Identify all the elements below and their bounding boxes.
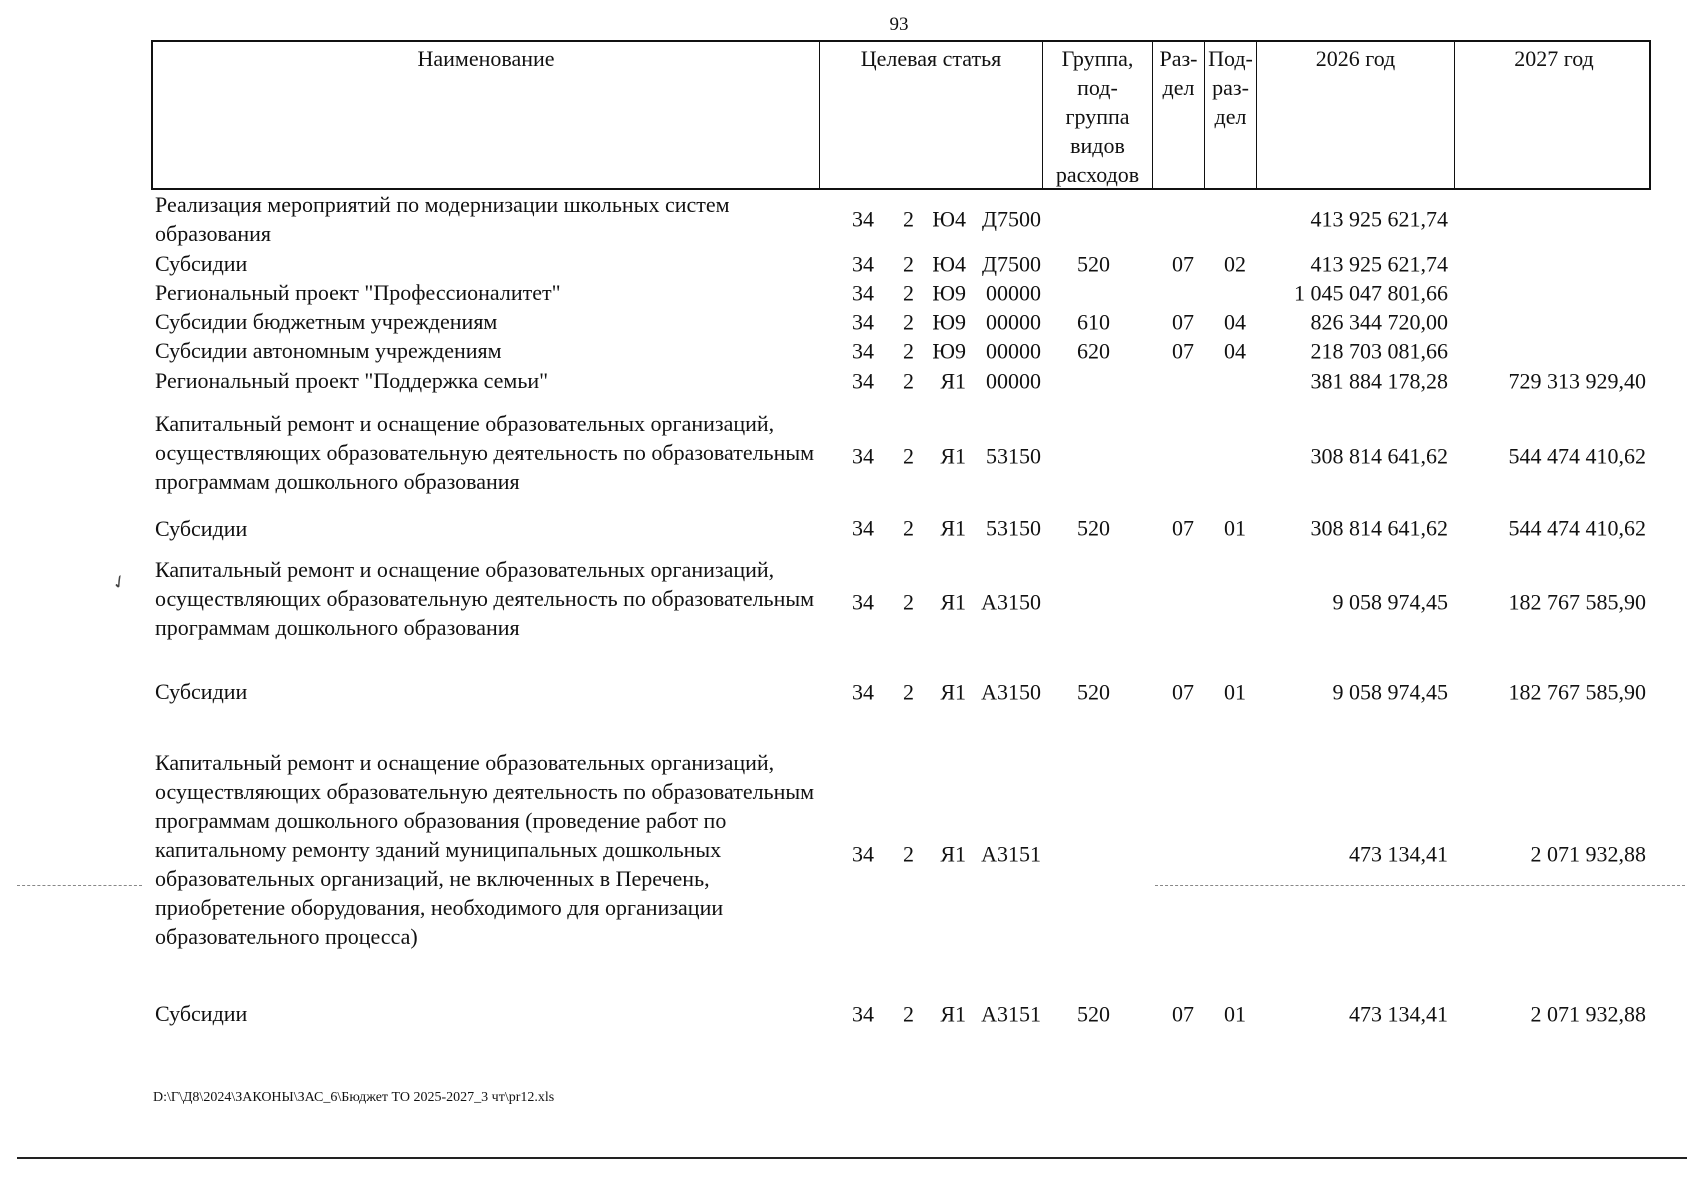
cell-section: 07 — [1172, 515, 1194, 541]
cell-y2026: 1 045 047 801,66 — [1294, 280, 1448, 305]
cell-y2026: 473 134,41 — [1349, 841, 1448, 867]
cell-a: 34 — [852, 309, 874, 334]
header-group: Группа, под- группа видов расходов — [1043, 42, 1153, 188]
cell-y2026: 473 134,41 — [1349, 1001, 1448, 1026]
cell-y2027: 2 071 932,88 — [1530, 1001, 1646, 1026]
cell-group: 520 — [1077, 1001, 1110, 1026]
cell-y2026: 9 058 974,45 — [1332, 589, 1448, 615]
row-name: Региональный проект "Поддержка семьи" — [155, 368, 549, 393]
table-row — [151, 409, 1651, 503]
cell-d: 53150 — [986, 515, 1041, 541]
row-name: Субсидии автономным учреждениям — [155, 338, 502, 363]
header-target: Целевая статья — [820, 42, 1043, 188]
row-name: Капитальный ремонт и оснащение образовательных организаций, осуществляющих образовательную деятельность по образовательным программам дошкольного образования — [155, 557, 815, 640]
cell-y2026: 9 058 974,45 — [1332, 679, 1448, 704]
scan-dash-right — [1155, 885, 1685, 886]
row-name: Субсидии — [155, 679, 248, 704]
table-row — [151, 249, 1651, 278]
cell-group: 520 — [1077, 251, 1110, 276]
cell-c: Я1 — [940, 1001, 966, 1026]
row-name: Капитальный ремонт и оснащение образовательных организаций, осуществляющих образовательную деятельность по образовательным программам дошкольного образования — [155, 411, 815, 494]
cell-d: Д7500 — [981, 206, 1041, 232]
table-row — [151, 555, 1651, 649]
cell-d: А3150 — [981, 679, 1041, 704]
cell-y2026: 413 925 621,74 — [1310, 251, 1448, 276]
row-name: Региональный проект "Профессионалитет" — [155, 280, 561, 305]
table-row — [151, 677, 1651, 706]
cell-d: 00000 — [986, 368, 1041, 393]
cell-b: 2 — [903, 368, 914, 393]
cell-b: 2 — [903, 338, 914, 363]
cell-subsection: 04 — [1224, 338, 1246, 363]
cell-subsection: 01 — [1224, 679, 1246, 704]
cell-c: Ю9 — [932, 280, 966, 305]
cell-subsection: 02 — [1224, 251, 1246, 276]
cell-a: 34 — [852, 443, 874, 469]
row-name: Субсидии — [155, 516, 248, 541]
cell-c: Я1 — [940, 368, 966, 393]
cell-d: 00000 — [986, 280, 1041, 305]
table-row — [151, 514, 1651, 542]
header-name: Наименование — [153, 42, 820, 188]
cell-subsection: 01 — [1224, 515, 1246, 541]
cell-c: Ю9 — [932, 338, 966, 363]
cell-section: 07 — [1172, 309, 1194, 334]
cell-group: 610 — [1077, 309, 1110, 334]
cell-d: Д7500 — [981, 251, 1041, 276]
cell-b: 2 — [903, 515, 914, 541]
cell-d: 53150 — [986, 443, 1041, 469]
table-row — [151, 190, 1651, 248]
cell-y2027: 2 071 932,88 — [1530, 841, 1646, 867]
cell-c: Ю9 — [932, 309, 966, 334]
cell-y2027: 544 474 410,62 — [1508, 515, 1646, 541]
cell-d: А3151 — [981, 841, 1041, 867]
cell-section: 07 — [1172, 679, 1194, 704]
row-name: Капитальный ремонт и оснащение образовательных организаций, осуществляющих образовательную деятельность по образовательным программам дошкольного образования (проведение работ по капитальному ремонту зданий муниципальных дошкольных образовательных организаций, не включенных в Перечень, приобретение оборудования, необходимого для организации образовательного процесса) — [155, 750, 815, 949]
cell-y2026: 308 814 641,62 — [1310, 443, 1448, 469]
cell-a: 34 — [852, 368, 874, 393]
cell-y2027: 182 767 585,90 — [1508, 589, 1646, 615]
cell-b: 2 — [903, 589, 914, 615]
cell-d: 00000 — [986, 309, 1041, 334]
scan-dash-left — [17, 885, 142, 886]
pen-tick-mark: ✓ — [107, 569, 131, 595]
cell-a: 34 — [852, 515, 874, 541]
cell-y2026: 413 925 621,74 — [1310, 206, 1448, 232]
header-2026: 2026 год — [1257, 42, 1455, 188]
cell-d: А3150 — [981, 589, 1041, 615]
cell-y2027: 729 313 929,40 — [1508, 368, 1646, 393]
cell-section: 07 — [1172, 1001, 1194, 1026]
cell-section: 07 — [1172, 251, 1194, 276]
cell-a: 34 — [852, 841, 874, 867]
cell-b: 2 — [903, 309, 914, 334]
cell-y2026: 826 344 720,00 — [1310, 309, 1448, 334]
row-name: Субсидии бюджетным учреждениям — [155, 309, 498, 334]
cell-y2026: 218 703 081,66 — [1310, 338, 1448, 363]
cell-c: Я1 — [940, 443, 966, 469]
cell-group: 520 — [1077, 679, 1110, 704]
cell-c: Я1 — [940, 515, 966, 541]
cell-d: 00000 — [986, 338, 1041, 363]
file-path: D:\Г\Д8\2024\ЗАКОНЫ\ЗАС_6\Бюджет ТО 2025-2027_3 чт\pr12.xls — [153, 1090, 555, 1105]
table-row — [151, 748, 1651, 960]
cell-c: Я1 — [940, 679, 966, 704]
cell-b: 2 — [903, 280, 914, 305]
table-row — [151, 278, 1651, 307]
cell-d: А3151 — [981, 1001, 1041, 1026]
cell-y2026: 381 884 178,28 — [1310, 368, 1448, 393]
cell-group: 520 — [1077, 515, 1110, 541]
row-name: Реализация мероприятий по модернизации школьных систем образования — [155, 192, 730, 246]
table-row — [151, 307, 1651, 336]
cell-c: Ю4 — [932, 251, 966, 276]
cell-y2027: 544 474 410,62 — [1508, 443, 1646, 469]
cell-c: Ю4 — [932, 206, 966, 232]
cell-a: 34 — [852, 251, 874, 276]
cell-a: 34 — [852, 1001, 874, 1026]
cell-subsection: 04 — [1224, 309, 1246, 334]
row-name: Субсидии — [155, 251, 248, 276]
cell-y2026: 308 814 641,62 — [1310, 515, 1448, 541]
cell-a: 34 — [852, 589, 874, 615]
cell-subsection: 01 — [1224, 1001, 1246, 1026]
header-section: Раз- дел — [1153, 42, 1205, 188]
cell-a: 34 — [852, 679, 874, 704]
cell-y2027: 182 767 585,90 — [1508, 679, 1646, 704]
row-name: Субсидии — [155, 1001, 248, 1026]
cell-b: 2 — [903, 443, 914, 469]
page-number: 93 — [889, 14, 909, 35]
table-header — [151, 40, 1651, 190]
cell-section: 07 — [1172, 338, 1194, 363]
table-row — [151, 366, 1651, 395]
cell-c: Я1 — [940, 589, 966, 615]
header-subsection: Под- раз- дел — [1205, 42, 1257, 188]
table-row — [151, 999, 1651, 1028]
cell-a: 34 — [852, 280, 874, 305]
cell-group: 620 — [1077, 338, 1110, 363]
cell-a: 34 — [852, 206, 874, 232]
cell-b: 2 — [903, 206, 914, 232]
bottom-rule — [17, 1157, 1687, 1159]
cell-b: 2 — [903, 679, 914, 704]
cell-b: 2 — [903, 251, 914, 276]
cell-a: 34 — [852, 338, 874, 363]
cell-b: 2 — [903, 1001, 914, 1026]
table-row — [151, 336, 1651, 365]
cell-b: 2 — [903, 841, 914, 867]
header-2027: 2027 год — [1514, 46, 1594, 71]
cell-c: Я1 — [940, 841, 966, 867]
